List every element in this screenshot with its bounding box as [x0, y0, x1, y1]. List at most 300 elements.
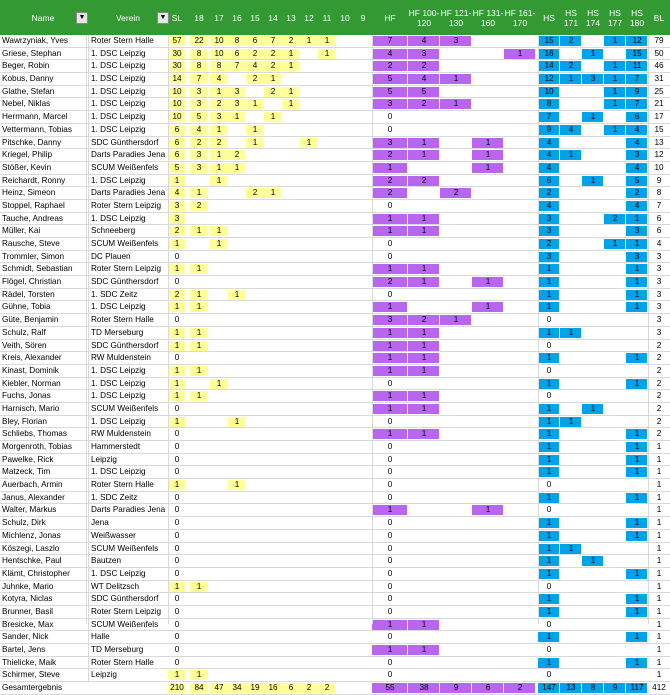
- hs-cell-1: [560, 175, 582, 187]
- hf-cell-3: [472, 466, 504, 478]
- hs-cell-1: [560, 213, 582, 225]
- sl-cell-7: [300, 390, 318, 402]
- hf-cell-3: [472, 543, 504, 555]
- sl-cell-0: 14: [172, 74, 182, 84]
- hs-cell-4: [626, 327, 648, 339]
- table-row[interactable]: [0, 238, 670, 251]
- sl-cell-0: 1: [174, 670, 180, 680]
- hf-cell-2: [440, 289, 472, 301]
- sl-cell-7: [300, 657, 318, 669]
- table-row[interactable]: [0, 314, 670, 327]
- sl-cell-5: [264, 340, 282, 352]
- hf-cell-0: 0: [387, 606, 393, 616]
- hs-cell-4: 11: [632, 61, 642, 71]
- hs-cell-3: [604, 48, 626, 60]
- total-row[interactable]: [0, 682, 670, 695]
- hs-cell-2: [582, 238, 604, 250]
- bl-cell: 1: [656, 670, 662, 680]
- header-row: [0, 0, 670, 36]
- hs-cell-1: [560, 352, 582, 364]
- hf-cell-2: 1: [453, 99, 459, 109]
- table-row[interactable]: [0, 619, 670, 632]
- hf-cell-1: 38: [419, 683, 429, 693]
- sl-cell-4: [246, 276, 264, 288]
- hs-cell-3: [604, 225, 626, 237]
- table-row[interactable]: [0, 390, 670, 403]
- table-row[interactable]: [0, 492, 670, 505]
- sl-cell-7: [300, 314, 318, 326]
- hf-cell-1: 1: [421, 340, 427, 350]
- sl-cell-7: [300, 479, 318, 491]
- sl-cell-5: 1: [270, 74, 276, 84]
- table-row[interactable]: [0, 466, 670, 479]
- hf-cell-2: [440, 340, 472, 352]
- table-row[interactable]: [0, 403, 670, 416]
- club-name: SDC Günthersdorf: [88, 276, 177, 288]
- player-name: Pawelke, Rick: [2, 454, 54, 464]
- hf-cell-1: 1: [421, 277, 427, 287]
- sl-cell-0: 6: [174, 124, 180, 134]
- sl-cell-7: [300, 403, 318, 415]
- hs-cell-4: 1: [634, 530, 640, 540]
- table-row[interactable]: [0, 504, 670, 517]
- table-row[interactable]: [0, 98, 670, 111]
- hs-cell-3: 1: [612, 239, 618, 248]
- table-row[interactable]: [0, 276, 670, 289]
- table-row[interactable]: [0, 606, 670, 619]
- sl-cell-4: [246, 263, 264, 275]
- hs-cell-3: 1: [612, 99, 618, 109]
- sl-cell-4: [246, 606, 264, 618]
- hs-cell-3: [604, 276, 626, 288]
- table-row[interactable]: [0, 441, 670, 454]
- hs-cell-4: 4: [634, 124, 640, 134]
- hf-cell-3: [472, 479, 504, 491]
- player-name: Beger, Robin: [2, 61, 50, 71]
- hs-cell-3: [604, 479, 626, 491]
- hf-cell-4: [504, 619, 536, 631]
- hf-cell-1: [408, 543, 440, 555]
- sl-cell-9: [336, 644, 354, 656]
- sl-cell-2: 10: [214, 48, 224, 58]
- hs-cell-4: 1: [634, 454, 640, 464]
- hs-cell-0: 3: [546, 251, 552, 261]
- sl-cell-3: [228, 631, 246, 643]
- filter-club-icon[interactable]: ▼: [157, 12, 169, 24]
- sl-cell-10: [354, 568, 372, 580]
- sl-cell-10: [354, 289, 372, 301]
- sl-cell-10: [354, 86, 372, 98]
- table-row[interactable]: [0, 378, 670, 391]
- sl-cell-4: 4: [252, 61, 258, 71]
- sl-cell-1: 3: [196, 150, 202, 160]
- hs-cell-0: 0: [546, 581, 552, 591]
- table-row[interactable]: [0, 593, 670, 606]
- hf-cell-2: [440, 60, 472, 72]
- hs-cell-3: [604, 263, 626, 275]
- hf-cell-0: 1: [387, 619, 393, 629]
- table-row[interactable]: [0, 225, 670, 238]
- hf-cell-3: [472, 631, 504, 643]
- player-name: Brunner, Basil: [2, 606, 53, 616]
- bl-cell: 1: [656, 606, 662, 616]
- sl-cell-0: 1: [174, 365, 180, 375]
- hs-cell-1: 2: [568, 36, 574, 45]
- sl-cell-7: [300, 327, 318, 339]
- hs-cell-4: 7: [634, 99, 640, 109]
- sl-cell-9: [336, 276, 354, 288]
- sl-cell-10: [354, 73, 372, 85]
- hf-cell-3: [472, 48, 504, 60]
- hs-cell-2: [582, 137, 604, 149]
- hf-cell-2: [440, 124, 472, 136]
- hf-cell-0: 5: [387, 74, 393, 84]
- sl-cell-4: 2: [252, 48, 258, 58]
- sl-cell-8: [318, 314, 336, 326]
- sl-cell-2: [210, 263, 228, 275]
- player-name: Klämt, Christopher: [2, 568, 70, 578]
- sl-cell-2: [210, 555, 228, 567]
- hf-cell-0: 0: [387, 556, 393, 566]
- sl-cell-10: [354, 301, 372, 313]
- sl-cell-9: [336, 378, 354, 390]
- hs-cell-1: [560, 669, 582, 681]
- sl-cell-9: [336, 403, 354, 415]
- sl-cell-3: [228, 428, 246, 440]
- table-row[interactable]: [0, 416, 670, 429]
- hs-cell-0: 0: [546, 670, 552, 680]
- sl-cell-6: [282, 365, 300, 377]
- sl-cell-2: [210, 657, 228, 669]
- sl-cell-0: 0: [174, 632, 180, 642]
- sl-cell-0: 3: [174, 213, 180, 223]
- table-row[interactable]: [0, 73, 670, 86]
- sl-cell-3: 1: [234, 480, 240, 490]
- player-name: Fuchs, Jonas: [2, 391, 51, 401]
- table-row[interactable]: [0, 365, 670, 378]
- hf-cell-2: [440, 137, 472, 149]
- hf-cell-1: [408, 454, 440, 466]
- sl-cell-4: [246, 631, 264, 643]
- club-name: Roter Stern Halle: [88, 35, 177, 47]
- bl-cell: 6: [656, 213, 662, 223]
- hs-cell-2: 1: [590, 175, 596, 185]
- hs-cell-3: [604, 149, 626, 161]
- sl-cell-6: [282, 390, 300, 402]
- hf-cell-1: 1: [421, 150, 427, 160]
- hs-cell-2: [582, 301, 604, 313]
- sl-cell-10: [354, 416, 372, 428]
- sl-cell-5: [264, 276, 282, 288]
- player-name: Janus, Alexander: [2, 492, 65, 502]
- sl-cell-7: [300, 352, 318, 364]
- sl-cell-2: [210, 441, 228, 453]
- sl-cell-4: 1: [252, 124, 258, 134]
- hs-cell-0: 1: [546, 302, 552, 312]
- sl-cell-9: [336, 111, 354, 123]
- table-row[interactable]: [0, 555, 670, 568]
- table-row[interactable]: [0, 644, 670, 657]
- hs-cell-4: 1: [634, 289, 640, 299]
- hs-cell-3: [604, 492, 626, 504]
- hf-cell-2: [440, 238, 472, 250]
- table-row[interactable]: [0, 200, 670, 213]
- hf-cell-4: [504, 466, 536, 478]
- hs-cell-3: 2: [612, 213, 618, 223]
- sl-cell-5: [264, 517, 282, 529]
- filter-name-icon[interactable]: ▼: [76, 12, 88, 24]
- table-row[interactable]: [0, 454, 670, 467]
- table-row[interactable]: [0, 35, 670, 48]
- hf-cell-3: [472, 606, 504, 618]
- data-rows: [0, 35, 670, 695]
- hf-cell-0: 1: [387, 302, 393, 312]
- table-row[interactable]: [0, 124, 670, 137]
- sl-cell-8: [318, 479, 336, 491]
- hf-cell-0: 1: [387, 340, 393, 350]
- table-row[interactable]: [0, 669, 670, 682]
- sl-cell-7: [300, 200, 318, 212]
- sl-cell-7: [300, 530, 318, 542]
- hs-cell-3: [604, 200, 626, 212]
- sl-cell-9: [336, 530, 354, 542]
- hf-cell-4: [504, 644, 536, 656]
- hf-cell-0: 1: [387, 327, 393, 337]
- sl-cell-4: [246, 86, 264, 98]
- table-row[interactable]: [0, 213, 670, 226]
- sl-cell-1: [190, 492, 208, 504]
- table-row[interactable]: [0, 327, 670, 340]
- sl-cell-10: [354, 149, 372, 161]
- hs-cell-0: 0: [546, 505, 552, 515]
- sl-cell-5: [264, 263, 282, 275]
- sl-cell-8: [318, 73, 336, 85]
- sl-cell-5: [264, 403, 282, 415]
- hf-cell-0: 0: [387, 543, 393, 553]
- header-sl-9: 10: [340, 12, 350, 23]
- player-name: Köszegi, Laszlo: [2, 543, 60, 553]
- table-row[interactable]: [0, 657, 670, 670]
- bl-cell: 1: [656, 454, 662, 464]
- hs-cell-0: 3: [546, 213, 552, 223]
- hf-cell-2: [440, 644, 472, 656]
- hf-cell-2: 3: [453, 36, 459, 45]
- hf-cell-4: [504, 390, 536, 402]
- club-name: WT Delitzsch: [88, 581, 177, 593]
- table-row[interactable]: [0, 530, 670, 543]
- hf-cell-4: [504, 263, 536, 275]
- hs-cell-0: 0: [546, 315, 552, 325]
- player-name: Bartel, Jens: [2, 645, 46, 654]
- table-row[interactable]: [0, 517, 670, 530]
- sl-cell-10: [354, 35, 372, 47]
- player-name: Veith, Sören: [2, 340, 47, 350]
- sl-cell-3: [228, 593, 246, 605]
- table-row[interactable]: [0, 175, 670, 188]
- sl-cell-8: [318, 276, 336, 288]
- sl-cell-3: [228, 263, 246, 275]
- sl-cell-3: [228, 492, 246, 504]
- hs-cell-4: [626, 314, 648, 326]
- hf-cell-1: [408, 504, 440, 516]
- hs-cell-1: [560, 301, 582, 313]
- hf-cell-1: 1: [421, 429, 427, 439]
- sl-cell-7: [300, 606, 318, 618]
- table-row[interactable]: [0, 149, 670, 162]
- table-row[interactable]: [0, 352, 670, 365]
- table-row[interactable]: [0, 111, 670, 124]
- hf-cell-3: [472, 340, 504, 352]
- hs-cell-4: [626, 581, 648, 593]
- hf-cell-2: [440, 48, 472, 60]
- sl-cell-2: [210, 352, 228, 364]
- sl-cell-3: [228, 390, 246, 402]
- table-row[interactable]: [0, 60, 670, 73]
- table-row[interactable]: [0, 428, 670, 441]
- sl-cell-9: [336, 682, 354, 694]
- hf-cell-2: [440, 175, 472, 187]
- sl-cell-10: [354, 162, 372, 174]
- sl-cell-5: 2: [270, 48, 276, 58]
- hf-cell-4: [504, 340, 536, 352]
- sl-cell-0: 10: [172, 112, 182, 122]
- sl-cell-6: [282, 213, 300, 225]
- sl-cell-2: [210, 276, 228, 288]
- sl-cell-5: [264, 390, 282, 402]
- hf-cell-0: 1: [387, 403, 393, 413]
- sl-cell-10: [354, 504, 372, 516]
- hf-cell-1: [408, 441, 440, 453]
- sl-cell-2: [210, 593, 228, 605]
- hf-cell-2: [440, 657, 472, 669]
- sl-cell-0: 2: [174, 226, 180, 236]
- hf-cell-4: [504, 631, 536, 643]
- sl-cell-6: [282, 606, 300, 618]
- bl-cell: 2: [656, 365, 662, 375]
- sl-cell-8: [318, 669, 336, 681]
- table-row[interactable]: [0, 251, 670, 264]
- sl-cell-6: [282, 619, 300, 631]
- bl-cell: 12: [654, 150, 664, 160]
- sl-cell-8: [318, 403, 336, 415]
- sl-cell-10: [354, 225, 372, 237]
- hf-cell-1: 1: [421, 327, 427, 337]
- sl-cell-9: [336, 251, 354, 263]
- bl-cell: 8: [656, 188, 662, 198]
- player-name: Michlenz, Jonas: [2, 530, 61, 540]
- sl-cell-9: [336, 479, 354, 491]
- hs-cell-2: 8: [590, 683, 596, 693]
- table-row[interactable]: [0, 137, 670, 150]
- bl-cell: 3: [656, 302, 662, 312]
- hf-cell-2: [440, 428, 472, 440]
- table-row[interactable]: [0, 86, 670, 99]
- club-name: SCUM Weißenfels: [88, 543, 177, 555]
- hs-cell-1: [560, 644, 582, 656]
- sl-cell-2: [210, 530, 228, 542]
- sl-cell-7: [300, 492, 318, 504]
- table-row[interactable]: [0, 631, 670, 644]
- sl-cell-1: [190, 530, 208, 542]
- club-name: Leipzig: [88, 454, 177, 466]
- hs-cell-1: [560, 619, 582, 631]
- sl-cell-8: [318, 644, 336, 656]
- hf-cell-0: 1: [387, 353, 393, 363]
- sl-cell-3: [228, 504, 246, 516]
- table-row[interactable]: [0, 581, 670, 594]
- sl-cell-6: [282, 454, 300, 466]
- sl-cell-3: [228, 340, 246, 352]
- hs-cell-0: 2: [546, 239, 552, 248]
- hs-cell-2: [582, 657, 604, 669]
- sl-cell-1: 22: [194, 36, 204, 45]
- hf-cell-3: [472, 352, 504, 364]
- sl-cell-7: [300, 555, 318, 567]
- sl-cell-2: [210, 543, 228, 555]
- hf-cell-4: [504, 289, 536, 301]
- hs-cell-3: 1: [612, 124, 618, 134]
- sl-cell-2: [210, 213, 228, 225]
- table-row[interactable]: [0, 48, 670, 61]
- table-row[interactable]: [0, 162, 670, 175]
- bl-cell: 7: [656, 200, 662, 210]
- hf-cell-4: [504, 124, 536, 136]
- sl-cell-1: 1: [196, 302, 202, 312]
- table-row[interactable]: [0, 301, 670, 314]
- sl-cell-3: 6: [234, 48, 240, 58]
- table-row[interactable]: [0, 568, 670, 581]
- hf-cell-4: [504, 314, 536, 326]
- hs-cell-2: [582, 289, 604, 301]
- sl-cell-10: [354, 213, 372, 225]
- table-row[interactable]: [0, 543, 670, 556]
- table-row[interactable]: [0, 289, 670, 302]
- hf-cell-2: [440, 530, 472, 542]
- sl-cell-3: [228, 124, 246, 136]
- hs-cell-4: [626, 504, 648, 516]
- hs-cell-1: [560, 111, 582, 123]
- sl-cell-6: [282, 504, 300, 516]
- sl-cell-5: [264, 378, 282, 390]
- sl-cell-10: [354, 378, 372, 390]
- hf-cell-4: [504, 593, 536, 605]
- sl-cell-6: [282, 631, 300, 643]
- sl-cell-1: [190, 441, 208, 453]
- sl-cell-10: [354, 48, 372, 60]
- sl-cell-5: [264, 441, 282, 453]
- sl-cell-9: [336, 86, 354, 98]
- table-row[interactable]: [0, 263, 670, 276]
- hs-cell-0: 8: [546, 99, 552, 109]
- sl-cell-4: [246, 492, 264, 504]
- hs-cell-4: 15: [632, 48, 642, 58]
- bl-cell: 2: [656, 416, 662, 426]
- sl-cell-5: [264, 416, 282, 428]
- hf-cell-1: [408, 162, 440, 174]
- sl-cell-2: 8: [216, 61, 222, 71]
- hf-cell-1: 1: [421, 137, 427, 147]
- hs-cell-2: [582, 593, 604, 605]
- sl-cell-5: [264, 606, 282, 618]
- sl-cell-7: [300, 251, 318, 263]
- sl-cell-3: [228, 314, 246, 326]
- hs-cell-1: 1: [568, 416, 574, 426]
- table-row[interactable]: [0, 187, 670, 200]
- table-row[interactable]: [0, 340, 670, 353]
- sl-cell-4: [246, 238, 264, 250]
- sl-cell-9: [336, 289, 354, 301]
- table-row[interactable]: [0, 479, 670, 492]
